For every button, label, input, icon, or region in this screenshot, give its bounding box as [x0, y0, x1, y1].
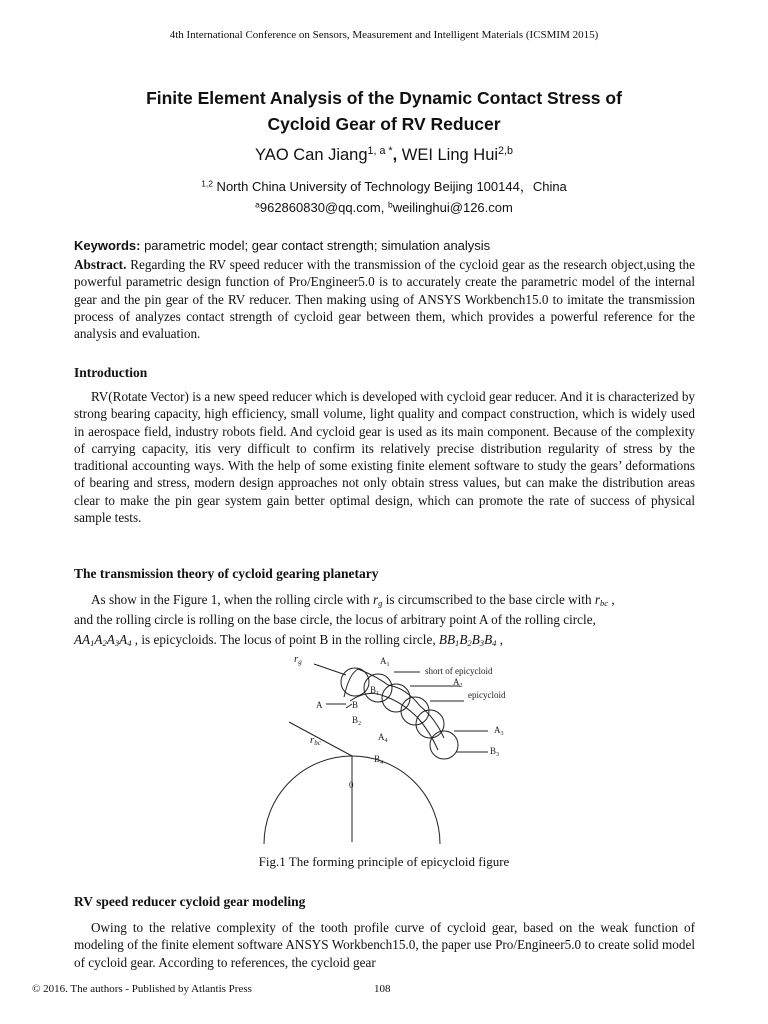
sym-b-7: 4 [492, 638, 497, 649]
theory-text-1b: is circumscribed to the base circle with [382, 592, 595, 607]
abstract-label: Abstract. [74, 257, 127, 272]
label-A: A [316, 700, 323, 710]
theory-line-3 [74, 632, 695, 648]
label-B1: $B_1$ [370, 685, 380, 697]
sym-a-7: 4 [127, 638, 132, 649]
sym-a-2: A [94, 632, 103, 647]
theory-text-3b: , is epicycloids. The locus of point B in the rolling circle, [131, 632, 439, 647]
symbol-rbc [595, 592, 608, 607]
modeling-paragraph: Owing to the relative complexity of the tooth profile curve of cycloid gear, based on the weak function of modeling of the finite element software ANSYS Workbench15.0, the paper use Pro/Engineer5.0 to create solid model of cycloid gear. According to references, the cycloid gear [74, 920, 695, 970]
email-line [0, 200, 768, 215]
sym-b-2: B [459, 632, 468, 647]
theory-text-1a: As show in the Figure 1, when the rolling circle with [91, 592, 374, 607]
sym-b-1: 1 [455, 638, 460, 649]
email-b[interactable]: weilinghui@126.com [392, 200, 513, 215]
label-A3: $A_3$ [494, 725, 504, 737]
theory-line-2: and the rolling circle is rolling on the base circle, the locus of arbitrary point A of the rolling circle, [74, 612, 596, 627]
sym-b-4: B [471, 632, 480, 647]
keywords [74, 238, 490, 253]
label-B: B [352, 700, 359, 710]
affiliation-sup: 1,2 [201, 178, 213, 189]
symbol-rbc-sub: bc [600, 598, 609, 609]
symbol-BB1B2B3B4 [439, 632, 497, 647]
author-2-affil: 2,b [498, 145, 513, 158]
sym-a-0: AA [74, 632, 91, 647]
theory-line-1 [91, 592, 695, 608]
section-heading-theory: The transmission theory of cycloid gearing planetary [74, 566, 379, 581]
affiliation-text: North China University of Technology Beijing 100144，China [212, 179, 567, 194]
sym-b-5: 3 [479, 638, 485, 649]
label-B2: $B_2$ [352, 715, 362, 727]
email-a-sup: a [255, 199, 260, 210]
sym-a-5: 3 [114, 638, 120, 649]
epicycloid-figure [260, 652, 520, 848]
theory-text-1c: , [608, 592, 615, 607]
epicycloid-curve [344, 669, 444, 738]
introduction-paragraph: RV(Rotate Vector) is a new speed reducer which is developed with cycloid gear reducer. And it is characterized by strong bearing capacity, high efficiency, small volume, light quality and compact construction, which is widely used in aerospace field, industry robots field. And cycloid gear is used as its main component. Because of the complexity of carrying capacity, itis very difficult to confirm its relatively precise distribution regularity of stress by the traditional accounting ways. With the help of some existing finite element software to study the gears’ deformations of bearing and stress, modern design approaches not only obtain stress values, but can make the distribution areas clear to make the pin gear system gain better optimal design, which can promote the rate of success of physical sample tests. [74, 389, 696, 526]
abstract-text: Regarding the RV speed reducer with the transmission of the cycloid gear as the research object,using the powerful parametric design function of Pro/Engineer5.0 is to accurately create the parametric model of the internal gear and the pin gear of the RV reducer. Then making using of ANSYS Workbench15.0 to imitate the transmission process of analyzes contact strength of cycloid gear between them, which provides a powerful reference for the analysis and evaluation. [74, 257, 695, 342]
abstract [74, 256, 695, 342]
author-2: WEI Ling Hui [401, 146, 499, 164]
symbol-rbc-base: r [594, 592, 601, 607]
label-B4: $B_4$ [374, 754, 384, 766]
sym-a-4: A [106, 632, 115, 647]
label-A1: $A_1$ [380, 656, 390, 668]
affiliation [0, 176, 768, 195]
email-b-sup: b [387, 199, 393, 210]
short-epicycloid-curve [350, 693, 438, 750]
symbol-rg-base: r [373, 592, 379, 607]
sym-b-6: B [484, 632, 493, 647]
label-epicycloid: epicycloid [468, 690, 506, 700]
symbol-rg-sub: g [378, 598, 383, 609]
paper-title-line-2: Cycloid Gear of RV Reducer [267, 114, 501, 134]
leader-rg [314, 664, 346, 675]
sym-b-3: 2 [467, 638, 472, 649]
footer-page-number: 108 [374, 983, 391, 995]
sym-a-3: 2 [102, 638, 107, 649]
label-short-epicycloid: short of epicycloid [425, 666, 493, 676]
label-rg: rg [294, 653, 302, 666]
sym-b-0: BB [438, 632, 456, 647]
symbol-AA1A2A3A4 [74, 632, 132, 647]
author-line [0, 146, 768, 165]
sym-a-6: A [119, 632, 128, 647]
sym-a-1: 1 [90, 638, 95, 649]
label-A2: $A_2$ [453, 677, 463, 689]
section-heading-introduction: Introduction [74, 365, 148, 380]
label-origin: 0 [349, 780, 354, 790]
figure-caption: Fig.1 The forming principle of epicycloid figure [258, 854, 510, 869]
author-1: YAO Can Jiang [255, 146, 368, 164]
author-separator: , [392, 146, 402, 164]
email-a[interactable]: 962860830@qq.com, [259, 200, 388, 215]
label-A4: $A_4$ [378, 732, 388, 744]
keywords-text: parametric model; gear contact strength; simulation analysis [140, 238, 491, 253]
theory-text-3d: , [496, 632, 504, 647]
paper-title-line-1: Finite Element Analysis of the Dynamic Contact Stress of [146, 88, 622, 108]
conference-header: 4th International Conference on Sensors, Measurement and Intelligent Materials (ICSMIM 2015) [169, 29, 599, 41]
author-1-affil: 1, a * [367, 145, 393, 158]
section-heading-modeling: RV speed reducer cycloid gear modeling [74, 894, 306, 909]
footer-copyright: © 2016. The authors - Published by Atlantis Press [32, 983, 252, 995]
label-rbc: rbc [310, 734, 321, 747]
keywords-label: Keywords: [74, 238, 141, 253]
label-B3: $B_3$ [490, 746, 500, 758]
rolling-circle-6 [430, 731, 458, 759]
